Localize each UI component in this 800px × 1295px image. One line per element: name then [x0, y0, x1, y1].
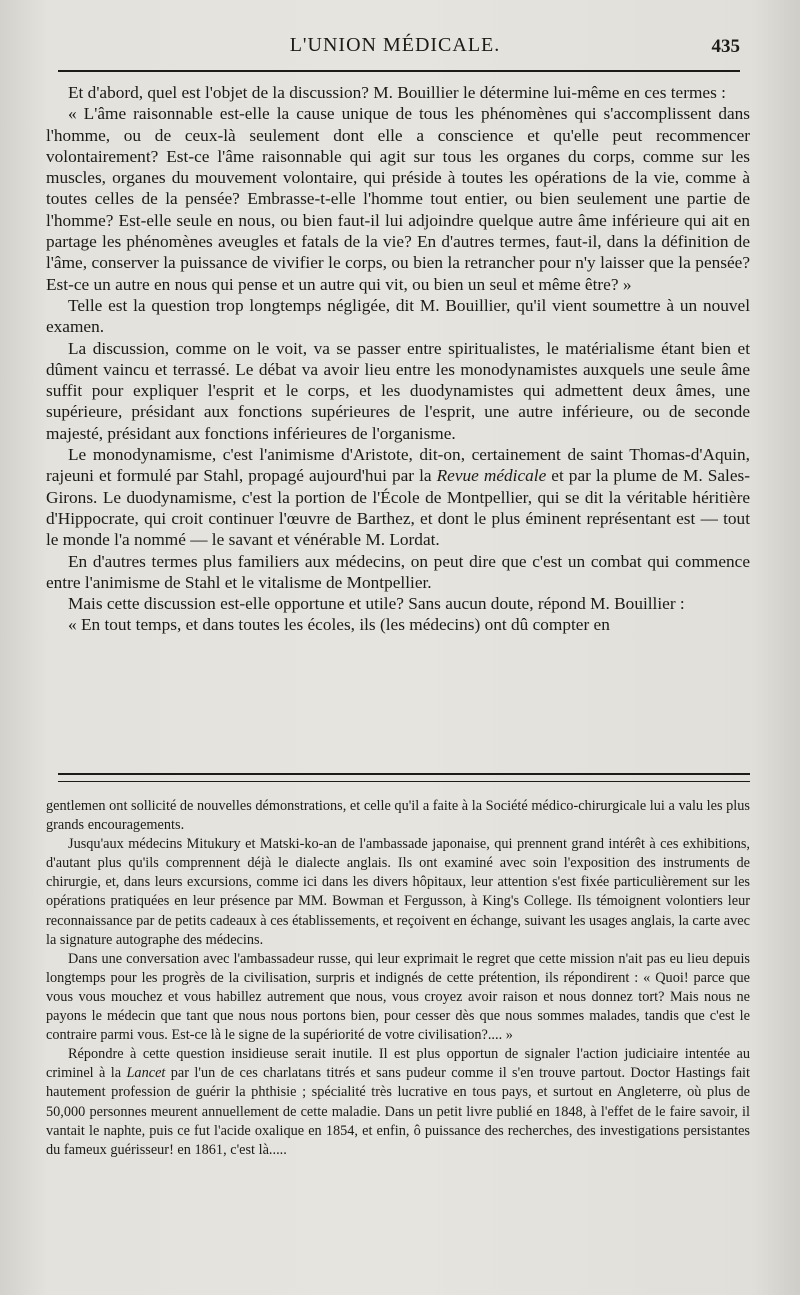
text-run: par l'un de ces charlatans titrés et sans pudeur comme il s'en trouve partout. Doctor Hastings fait hautement profession de guérir la phthisie ; spécialité très lucrative en tous pays, et surtout en Angleterre, où plus de 50,000 personnes meurent annuellement de cette maladie. Dans un petit livre publié en 1848, à l'effet de le faire savoir, il vantait le naphte, puis ce fut l'acide oxalique en 1854, et enfin, ô puissance des recherches, des investigations persistantes du fameux guérisseur! en 1861, c'est là..... [46, 1065, 750, 1158]
paragraph: « L'âme raisonnable est-elle la cause unique de tous les phénomènes qui s'accomplissent dans l'homme, ou de ceux-là seulement dont elle a conscience et qu'elle peut recommencer volontairement? Est-ce l'âme raisonnable qui agit sur tous les organes du corps, comme sur les muscles, organes du mouvement volontaire, qui préside à toutes les opérations de la vie, comme à toutes celles de la pensée? Embrasse-t-elle l'homme tout entier, ou bien seulement une partie de l'homme? Est-elle seule en nous, ou bien faut-il lui adjoindre quelque autre âme inférieure qui ait en partage les phénomènes aveugles et fatals de la vie? En d'autres termes, faut-il, dans la définition de l'âme, conserver la puissance de vivifier le corps, ou bien la retrancher pour n'y laisser que la pensée? Est-ce un autre en nous qui pense et un autre qui vit, ou bien un seul et même être? » [46, 104, 750, 294]
paragraph: « En tout temps, et dans toutes les écoles, ils (les médecins) ont dû compter en [68, 615, 610, 635]
text-run: Répondre à cette question insidieuse serait inutile. Il est plus opportun de signaler l'action judiciaire intentée au criminel à la [46, 1046, 750, 1082]
text-run: Le monodynamisme, c'est l'animisme d'Aristote, dit-on, certainement de saint Thomas-d'Aquin, rajeuni et formulé par Stahl, propagé aujourd'hui par la [46, 445, 750, 486]
main-text [46, 82, 750, 636]
page-number: 435 [711, 36, 740, 57]
italic-journal-name: Lancet [126, 1065, 166, 1082]
paragraph: Mais cette discussion est-elle opportune et utile? Sans aucun doute, répond M. Bouillier : [68, 594, 685, 614]
footnote-paragraph [46, 1045, 750, 1160]
paragraph: La discussion, comme on le voit, va se passer entre spiritualistes, le matérialisme étant bien et dûment vaincu et terrassé. Le débat va avoir lieu entre les monodynamistes auxquels une seule âme suffit pour expliquer l'esprit et le corps, et les duodynamistes qui admettent deux âmes, une supérieure, présidant aux fonctions supérieures de l'esprit, une autre inférieure, ou de seconde majesté, présidant aux fonctions inférieures de l'organisme. [46, 338, 750, 443]
paragraph: Et d'abord, quel est l'objet de la discussion? M. Bouillier le détermine lui-même en ces termes : [68, 83, 726, 102]
footnotes [46, 797, 750, 1160]
footnote-paragraph: Jusqu'aux médecins Mitukury et Matski-ko-an de l'ambassade japonaise, qui prennent grand intérêt à ces exhibitions, d'autant plus qu'ils comprennent déjà le dialecte anglais. Ils ont examiné avec soin l'exposition des instruments de chirurgie, et, dans leurs excursions, comme ici dans les divers hôpitaux, leur attention s'est fixée particulièrement sur les opérations pratiquées en leur présence par MM. Bowman et Fergusson, à King's College. Ils témoignent volontiers leur reconnaissance par de petits cadeaux à ces établissements, et reçoivent en échange, suivant les usages anglais, la carte avec la signature autographe des médecins. [46, 836, 750, 948]
paragraph: En d'autres termes plus familiers aux médecins, on peut dire que c'est un combat qui commence entre l'animisme de Stahl et le vitalisme de Montpellier. [46, 551, 750, 592]
paragraph: Telle est la question trop longtemps négligée, dit M. Bouillier, qu'il vient soumettre à un nouvel examen. [46, 295, 750, 337]
text-run: et par la plume de M. Sales-Girons. Le duodynamisme, c'est la portion de l'École de Montpellier, qui se dit la véritable héritière d'Hippocrate, qui croit continuer l'œuvre de Barthez, et dont le plus éminent représentant est — tout le monde l'a nommé — le savant et vénérable M. Lordat. [46, 466, 750, 550]
footnote-paragraph: Dans une conversation avec l'ambassadeur russe, qui leur exprimait le regret que cette mission n'ait pas eu lieu depuis longtemps pour les progrès de la civilisation, surpris et indignés de cette prétention, ils répondirent : « Quoi! parce que vous vous mouchez et vous habillez autrement que nous, vous croyez avoir raison et nous donnez tort? Mais nous ne payons le médecin que tant que nous nous portons bien, pour cesser dès que nous sommes malades, tandis que c'est le contraire parmi vous. Est-ce là le signe de la supériorité de votre civilisation?.... » [46, 950, 750, 1044]
header-rule [58, 70, 740, 72]
paragraph [46, 444, 750, 550]
footnote-paragraph: gentlemen ont sollicité de nouvelles démonstrations, et celle qu'il a faite à la Société médico-chirurgicale lui a valu les plus grands encouragements. [46, 798, 750, 834]
italic-title: Revue médicale [436, 466, 547, 486]
footnote-rule [58, 773, 750, 782]
running-head [50, 34, 740, 60]
running-title: L'UNION MÉDICALE. [289, 34, 501, 56]
